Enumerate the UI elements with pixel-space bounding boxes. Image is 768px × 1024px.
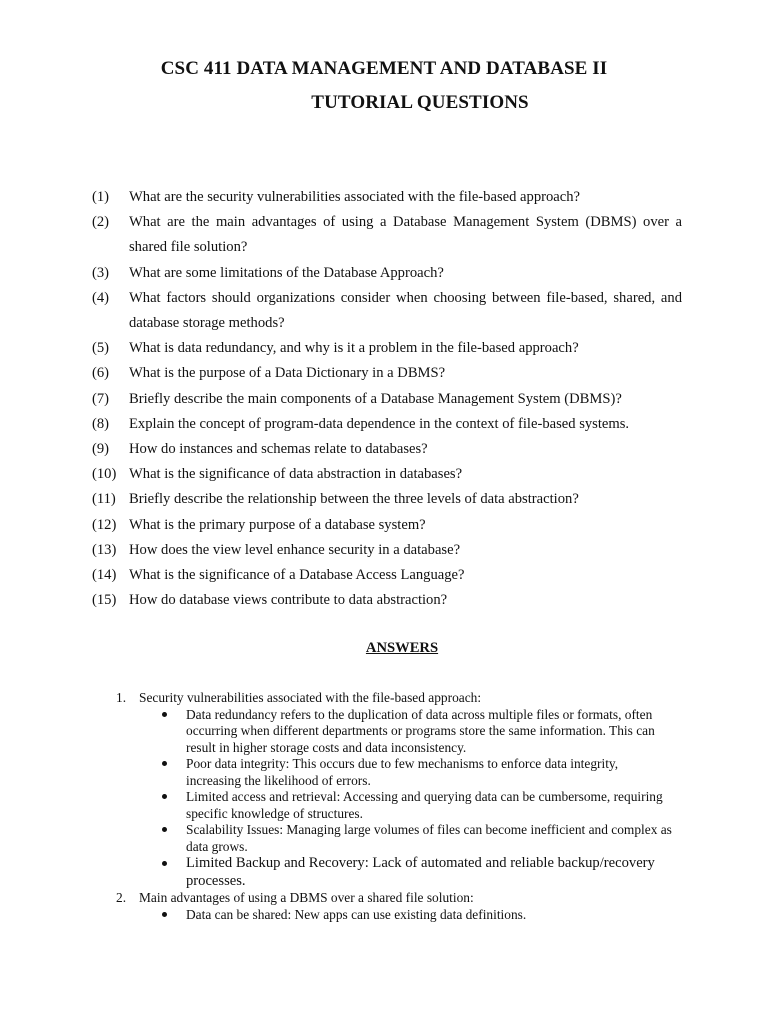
question-item [92, 437, 682, 462]
question-text: Briefly describe the relationship between the three levels of data abstraction? [129, 491, 579, 508]
question-number: (9) [92, 441, 110, 458]
answer-title: Main advantages of using a DBMS over a shared file solution: [139, 890, 474, 905]
question-item [92, 387, 682, 412]
bullet-text: Limited access and retrieval: Accessing and querying data can be cumbersome, requiring specific knowledge of structures. [186, 789, 663, 821]
question-item [92, 487, 682, 512]
question-text: What is the significance of a Database Access Language? [129, 567, 465, 584]
question-number: (2) [92, 214, 110, 231]
question-text: What are the security vulnerabilities associated with the file-based approach? [129, 189, 581, 205]
bullet-text: Poor data integrity: This occurs due to few mechanisms to enforce data integrity, increasing the likelihood of errors. [186, 756, 619, 788]
question-text: What is the primary purpose of a database system? [129, 516, 426, 533]
answer-item [112, 890, 672, 923]
question-number: (11) [92, 491, 116, 508]
question-item [92, 538, 682, 563]
question-number: (4) [92, 289, 110, 306]
question-item [92, 513, 682, 538]
question-number: (14) [92, 567, 117, 584]
question-text: What factors should organizations consider when choosing between file-based, shared, and database storage methods? [129, 289, 682, 332]
answer-number: 2. [116, 890, 127, 905]
question-item [92, 361, 682, 386]
question-number: (12) [92, 516, 117, 533]
answer-bullet [158, 707, 672, 757]
question-text: How does the view level enhance security in a database? [129, 541, 461, 558]
answer-bullet [158, 789, 672, 822]
question-text: How do database views contribute to data abstraction? [129, 592, 448, 609]
question-text: What is the significance of data abstraction in databases? [129, 466, 463, 483]
question-number: (13) [92, 541, 117, 558]
document-title: CSC 411 DATA MANAGEMENT AND DATABASE II [160, 58, 608, 79]
question-item [92, 412, 682, 437]
question-number: (15) [92, 592, 117, 609]
answer-header [112, 890, 672, 907]
answer-bullet [158, 855, 672, 890]
question-item [92, 185, 682, 210]
question-text: What are some limitations of the Database Approach? [129, 264, 444, 281]
question-text: How do instances and schemas relate to databases? [129, 441, 428, 458]
answers-heading: ANSWERS [365, 640, 439, 656]
document-subtitle: TUTORIAL QUESTIONS [311, 92, 529, 113]
question-text: Briefly describe the main components of a Database Management System (DBMS)? [129, 390, 622, 407]
question-item [92, 336, 682, 361]
question-text: What are the main advantages of using a Database Management System (DBMS) over a shared file solution? [129, 214, 682, 256]
bullet-text: Limited Backup and Recovery: Lack of automated and reliable backup/recovery processes. [186, 855, 655, 889]
answer-header [112, 690, 672, 707]
answer-bullet [158, 907, 672, 924]
question-text: What is data redundancy, and why is it a problem in the file-based approach? [129, 340, 579, 357]
question-number: (3) [92, 264, 110, 281]
question-number: (7) [92, 390, 110, 407]
answer-bullets [112, 707, 672, 891]
question-number: (10) [92, 466, 117, 483]
question-item [92, 588, 682, 613]
answer-title: Security vulnerabilities associated with the file-based approach: [139, 690, 482, 705]
question-number: (1) [92, 189, 110, 205]
answer-number: 1. [116, 690, 127, 705]
answer-bullet [158, 822, 672, 855]
question-number: (8) [92, 415, 110, 432]
question-number: (6) [92, 365, 110, 382]
question-text: Explain the concept of program-data dependence in the context of file-based systems. [129, 415, 630, 432]
question-item [92, 563, 682, 588]
question-item [92, 462, 682, 487]
answers-list [112, 690, 672, 923]
bullet-text: Data redundancy refers to the duplication of data across multiple files or formats, often occurring when different departments or programs store the same information. This can result in higher storage costs and data inconsistency. [186, 706, 655, 755]
question-text: What is the purpose of a Data Dictionary in a DBMS? [129, 365, 446, 382]
question-item [92, 286, 682, 336]
bullet-text: Data can be shared: New apps can use existing data definitions. [186, 906, 527, 922]
question-item [92, 261, 682, 286]
question-number: (5) [92, 340, 110, 357]
question-item [92, 210, 682, 260]
answer-item [112, 690, 672, 890]
answer-bullet [158, 756, 672, 789]
bullet-text: Scalability Issues: Managing large volumes of files can become inefficient and complex as data grows. [186, 822, 672, 854]
questions-list [92, 185, 682, 613]
answer-bullets [112, 907, 672, 924]
